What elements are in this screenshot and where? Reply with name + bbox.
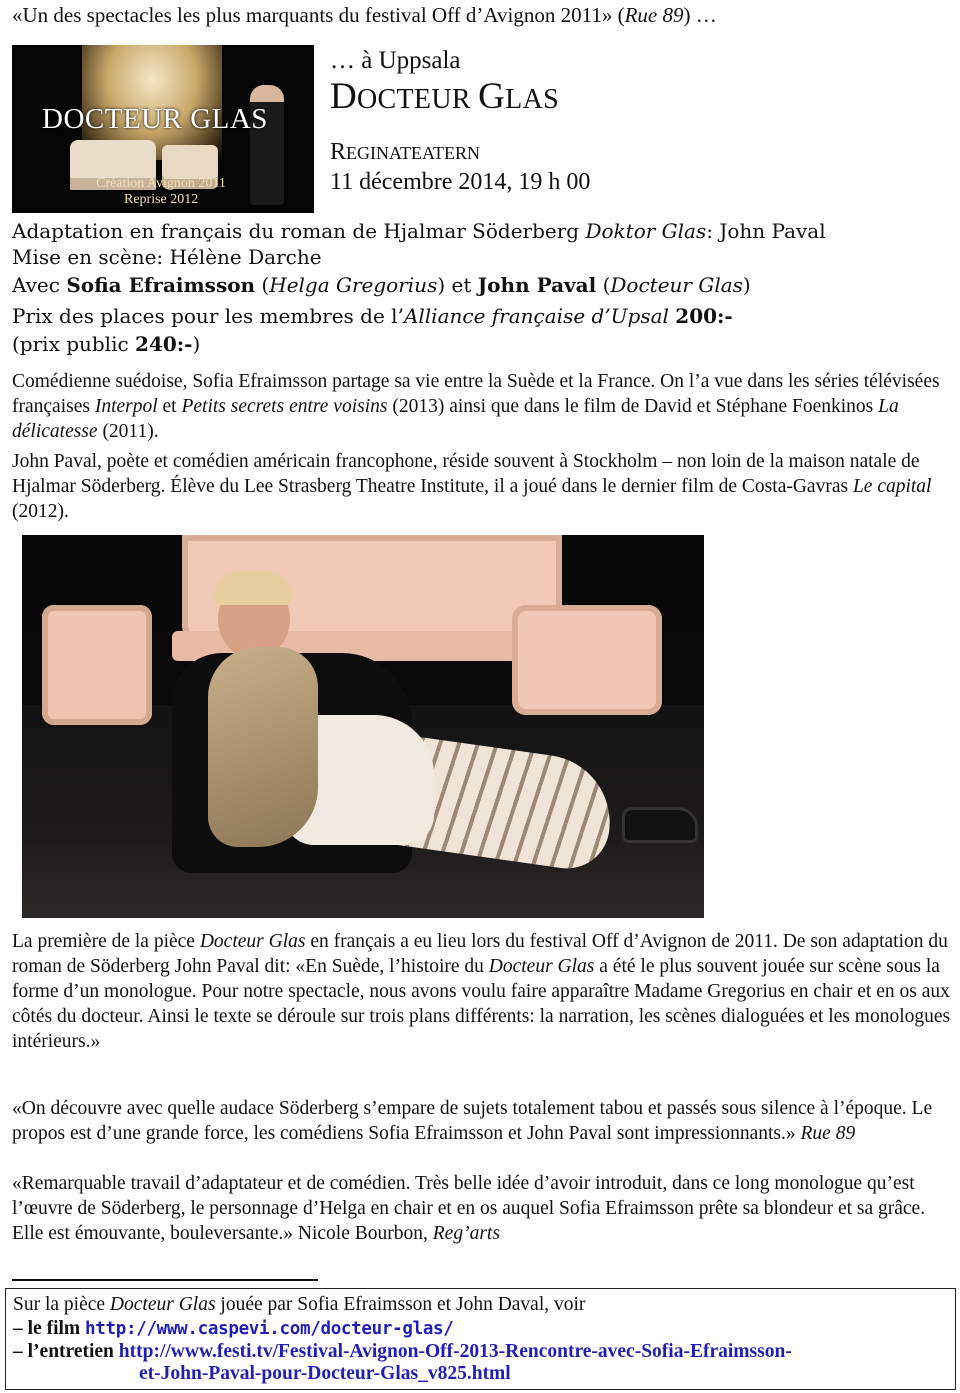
venue-part: R	[330, 139, 347, 165]
credit-cast	[12, 272, 751, 298]
work-title: Docteur Glas	[199, 931, 306, 952]
review-text: «On découvre avec quelle audace Söderberg s’empare de sujets totalement tabou et passés sous silence à l’époque. Le propos est d’une grande force, les comédiens Sofia Efraimsson et John Paval sont impressionnants.»	[12, 1098, 933, 1144]
actor-name: John Paval	[477, 273, 597, 297]
bio-john	[12, 449, 952, 524]
review-rue89	[12, 1096, 952, 1146]
header-location: … à Uppsala	[330, 47, 461, 74]
film-link-label: – le film	[13, 1318, 86, 1339]
review-source: Rue 89	[800, 1123, 856, 1144]
actor-name: Sofia Efraimsson	[66, 273, 256, 297]
credit-text: (prix public	[12, 332, 136, 356]
event-date: 11 décembre 2014, 19 h 00	[330, 169, 591, 195]
photo-chair-right	[512, 605, 662, 715]
credit-direction: Mise en scène: Hélène Darche	[12, 245, 322, 269]
poster-caption-2: Reprise 2012	[124, 192, 199, 207]
photo-actress-hair	[208, 647, 318, 847]
credit-text: Adaptation en français du roman de Hjalmar Söderberg	[12, 219, 586, 243]
body-text: La première de la pièce	[12, 931, 200, 952]
work-title: Docteur Glas	[488, 956, 595, 977]
credit-text: (	[255, 273, 270, 297]
separator-line	[12, 1279, 318, 1281]
credit-title: Doktor Glas	[585, 219, 707, 243]
credit-price-public	[12, 331, 200, 357]
poster-title: DOCTEUR GLAS	[42, 103, 268, 135]
work-title: Petits secrets entre voisins	[181, 396, 388, 417]
quote-source: Rue 89	[624, 3, 684, 27]
review-regarts	[12, 1171, 952, 1246]
credit-text: )	[192, 332, 201, 356]
film-link[interactable]: http://www.caspevi.com/docteur-glas/	[85, 1319, 454, 1339]
bio-text: John Paval, poète et comédien américain francophone, réside souvent à Stockholm – non loin de la maison natale de Hjalmar Söderberg. Élève du Lee Strasberg Theatre Institute, il a joué dans le dernier film de Costa-Gavras	[12, 451, 920, 497]
bio-text: (2013) ainsi que dans le film de David et Stéphane Foenkinos	[387, 396, 879, 417]
credit-text: (	[596, 273, 611, 297]
price-value: 240:-	[135, 332, 193, 356]
interview-link-row-2	[139, 1362, 511, 1385]
stage-photo	[22, 535, 704, 918]
links-text: jouée par Sofia Efraimsson et John Daval, voir	[215, 1294, 586, 1315]
top-quote	[12, 2, 717, 28]
links-text: Sur la pièce	[13, 1294, 110, 1315]
premiere-paragraph	[12, 929, 952, 1054]
title-part: G	[478, 76, 506, 117]
role-name: Docteur Glas	[610, 273, 743, 297]
review-text: «Remarquable travail d’adaptateur et de comédien. Très belle idée d’avoir introduit, dans ce long monologue qu’est l’œuvre de Söderberg, le personnage d’Helga en chair et en os auquel Sofia Efraimsson prête sa blondeur et sa grâce. Elle est émouvante, bouleversante.» Nicole Bourbon,	[12, 1173, 926, 1244]
quote-text: «Un des spectacles les plus marquants du festival Off d’Avignon 2011» (	[12, 3, 625, 27]
interview-link-row	[13, 1340, 792, 1363]
title-part: OCTEUR	[357, 84, 479, 115]
poster-caption-1: Création Avignon 2011	[96, 176, 226, 191]
bio-text: (2012).	[12, 501, 69, 522]
quote-ellipsis: ) …	[683, 3, 717, 27]
photo-chair-left	[42, 605, 152, 725]
links-intro	[13, 1293, 585, 1317]
interview-link[interactable]: http://www.festi.tv/Festival-Avignon-Off-2013-Rencontre-avec-Sofia-Efraimsson-	[118, 1341, 792, 1362]
work-title: Docteur Glas	[109, 1294, 216, 1315]
work-title: Interpol	[94, 396, 158, 417]
bio-sofia	[12, 369, 952, 444]
page-title	[330, 76, 559, 121]
interview-link-continued[interactable]: et-John-Paval-pour-Docteur-Glas_v825.html	[139, 1363, 511, 1384]
interview-link-label: – l’entretien	[13, 1341, 119, 1362]
credit-text: )	[742, 273, 751, 297]
credit-adaptation	[12, 218, 826, 244]
credit-text: ) et	[437, 273, 478, 297]
review-source: Reg’arts	[432, 1223, 500, 1244]
bio-text: (2011).	[97, 421, 159, 442]
role-name: Helga Gregorius	[269, 273, 438, 297]
credit-text: Prix des places pour les membres de l’	[12, 304, 404, 328]
venue	[330, 138, 480, 167]
body-text: a été le plus souvent jouée sur scène sous la forme d’un monologue. Pour notre spectacle, nous avons voulu faire apparaître Madame Gregorius en chair et en os aux côtés du docteur. Ainsi le texte se déroule sur trois plans différents: la narration, les scènes dialoguées et les monologues intérieurs.»	[12, 956, 951, 1052]
price-value: 200:-	[675, 304, 733, 328]
credit-text: Avec	[12, 273, 67, 297]
credit-price-members	[12, 303, 733, 329]
title-part: LAS	[505, 84, 559, 115]
work-title: Le capital	[852, 476, 932, 497]
bio-text: et	[157, 396, 182, 417]
film-link-row	[13, 1317, 454, 1341]
organization-name: Alliance française d’Upsal	[403, 304, 669, 328]
bio-text: Comédienne suédoise, Sofia Efraimsson partage sa vie entre la Suède et la France. On l’a vue dans les séries télévisées françaises	[12, 371, 940, 417]
venue-part: EGINATEATERN	[346, 143, 480, 163]
work-title: La délicatesse	[12, 396, 899, 442]
poster-image	[12, 45, 314, 213]
photo-shoe	[622, 807, 698, 843]
credit-text: : John Paval	[706, 219, 826, 243]
photo-actor-hair	[214, 571, 292, 605]
title-part: D	[330, 76, 358, 117]
body-text: en français a eu lieu lors du festival Off d’Avignon de 2011. De son adaptation du roman de Söderberg John Paval dit: «En Suède, l’histoire du	[12, 931, 948, 977]
